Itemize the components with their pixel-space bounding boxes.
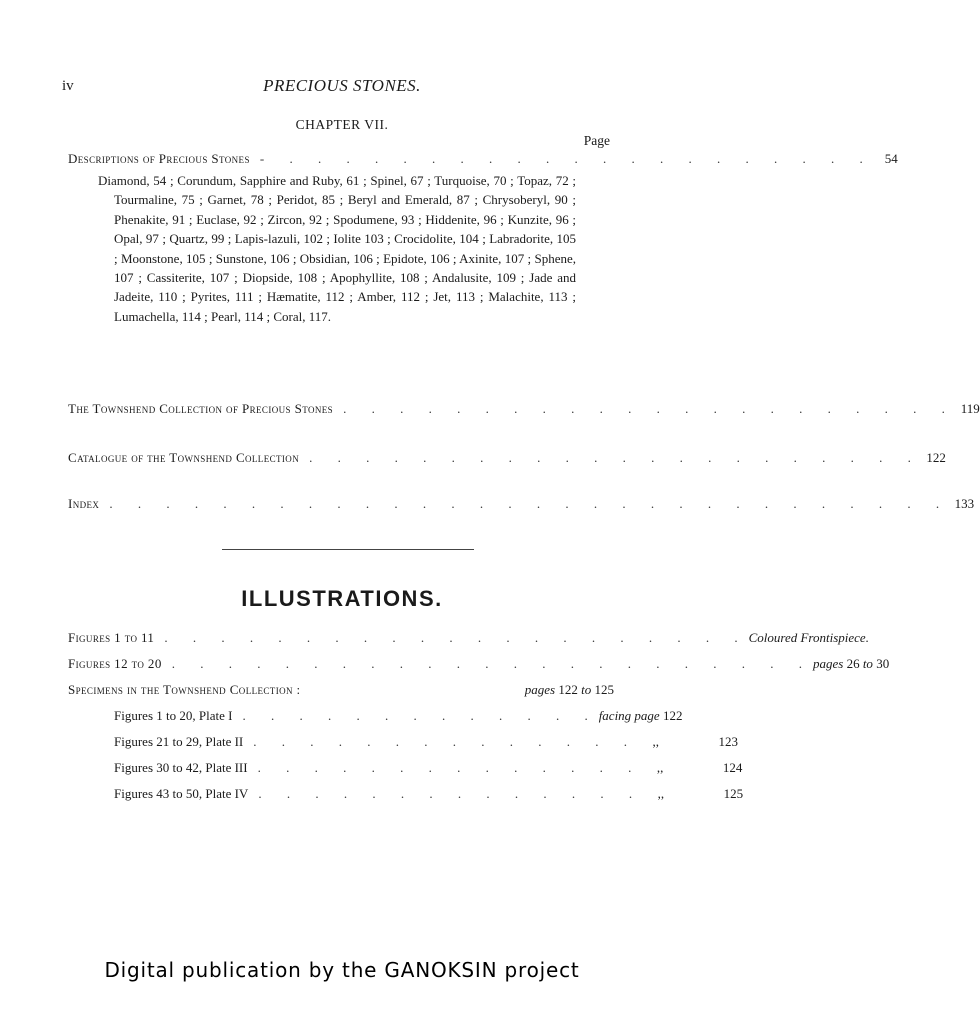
leader-dots: . . . . . . . . . . . . . . — [257, 760, 643, 775]
illustration-label: Figures 1 to 11 — [68, 630, 155, 645]
leader-dots: . . . . . . . . . . . . . . . . . . . . . . — [343, 401, 956, 416]
leader-dots: . . . . . . . . . . . . . . . . . . . . . . — [309, 450, 922, 465]
illustration-row-figures-1-11[interactable] — [68, 630, 869, 646]
plate-label: Figures 1 to 20, Plate I — [114, 708, 233, 723]
plate-location: ,, 124 — [656, 760, 743, 775]
leader-dots: . . . . . . . . . . . . . . . . . . . . . . . . . . . . . . — [109, 496, 951, 511]
toc-entry-index[interactable] — [68, 496, 975, 512]
toc-entry-title: Descriptions of Precious Stones — [68, 151, 250, 166]
illustration-location: Coloured Frontispiece. — [748, 630, 869, 645]
page-number: iv — [62, 78, 74, 94]
leader-dots: . . . . . . . . . . . . . — [242, 708, 599, 723]
plate-row-3[interactable] — [114, 760, 743, 776]
leader-dots: . . . . . . . . . . . . . . . . . . . . . — [164, 630, 749, 645]
plate-row-2[interactable] — [114, 734, 739, 750]
toc-entry-collection[interactable] — [68, 401, 980, 417]
toc-entry-page: 133 — [954, 496, 975, 511]
leader-dots: . . . . . . . . . . . . . . — [258, 786, 644, 801]
plate-label: Figures 43 to 50, Plate IV — [114, 786, 249, 801]
illustrations-heading: ILLUSTRATIONS. — [241, 586, 443, 611]
toc-entry-descriptions[interactable] — [68, 151, 898, 167]
toc-entry-catalogue[interactable] — [68, 450, 946, 466]
plate-row-4[interactable] — [114, 786, 744, 802]
plate-location: ,, 125 — [657, 786, 744, 801]
description-subentries: Diamond, 54 ; Corundum, Sapphire and Ruby, 61 ; Spinel, 67 ; Turquoise, 70 ; Topaz, 72 ; Tourmaline, 75 ; Garnet, 78 ; Peridot, 85 ; Beryl and Emerald, 87 ; Chrysoberyl, 90 ; Phenakite, 91 ; Euclase, 92 ; Zircon, 92 ; Spodumene, 93 ; Hiddenite, 96 ; Kunzite, 96 ; Opal, 97 ; Quartz, 99 ; Lapis-lazuli, 102 ; Iolite 103 ; Crocidolite, 104 ; Labradorite, 105 ; Moonstone, 105 ; Sunstone, 106 ; Obsidian, 106 ; Epidote, 106 ; Axinite, 107 ; Sphene, 107 ; Cassiterite, 107 ; Diopside, 108 ; Apophyllite, 108 ; Andalusite, 109 ; Jade and Jadeite, 110 ; Pyrites, 111 ; Hæmatite, 112 ; Amber, 112 ; Jet, 113 ; Malachite, 113 ; Lumachella, 114 ; Pearl, 114 ; Coral, 117. — [98, 173, 576, 324]
leader-dots: . . . . . . . . . . . . . . — [253, 734, 639, 749]
plate-location: facing page 122 — [598, 708, 683, 723]
toc-entry-title: Index — [68, 496, 100, 511]
plate-location: ,, 123 — [652, 734, 739, 749]
illustration-row-figures-12-20[interactable] — [68, 656, 890, 672]
plate-row-1[interactable] — [114, 708, 683, 724]
illustration-location: pages 122 to 125 — [524, 682, 614, 697]
leader-dots: . . . . . . . . . . . . . . . . . . . . . . . — [171, 656, 813, 671]
toc-entry-page: 122 — [926, 450, 946, 465]
chapter-heading: CHAPTER VII. — [295, 117, 389, 132]
illustration-location: pages 26 to 30 — [812, 656, 890, 671]
plate-label: Figures 30 to 42, Plate III — [114, 760, 248, 775]
page-column-label: Page — [583, 133, 610, 148]
illustration-label: Figures 12 to 20 — [68, 656, 162, 671]
toc-entry-page: 54 — [884, 151, 898, 166]
toc-entry-title: Catalogue of the Townshend Collection — [68, 450, 300, 465]
illustration-row-specimens[interactable] — [68, 682, 614, 698]
publication-footer: Digital publication by the GANOKSIN project — [104, 958, 580, 982]
plate-label: Figures 21 to 29, Plate II — [114, 734, 244, 749]
illustration-label: Specimens in the Townshend Collection : — [68, 682, 301, 697]
running-title: PRECIOUS STONES. — [263, 76, 421, 95]
toc-entry-page: 119 — [960, 401, 980, 416]
section-divider — [222, 549, 474, 550]
toc-entry-title: The Townshend Collection of Precious Stones — [68, 401, 334, 416]
leader-dots: - . . . . . . . . . . . . . . . . . . . . . — [259, 151, 874, 166]
